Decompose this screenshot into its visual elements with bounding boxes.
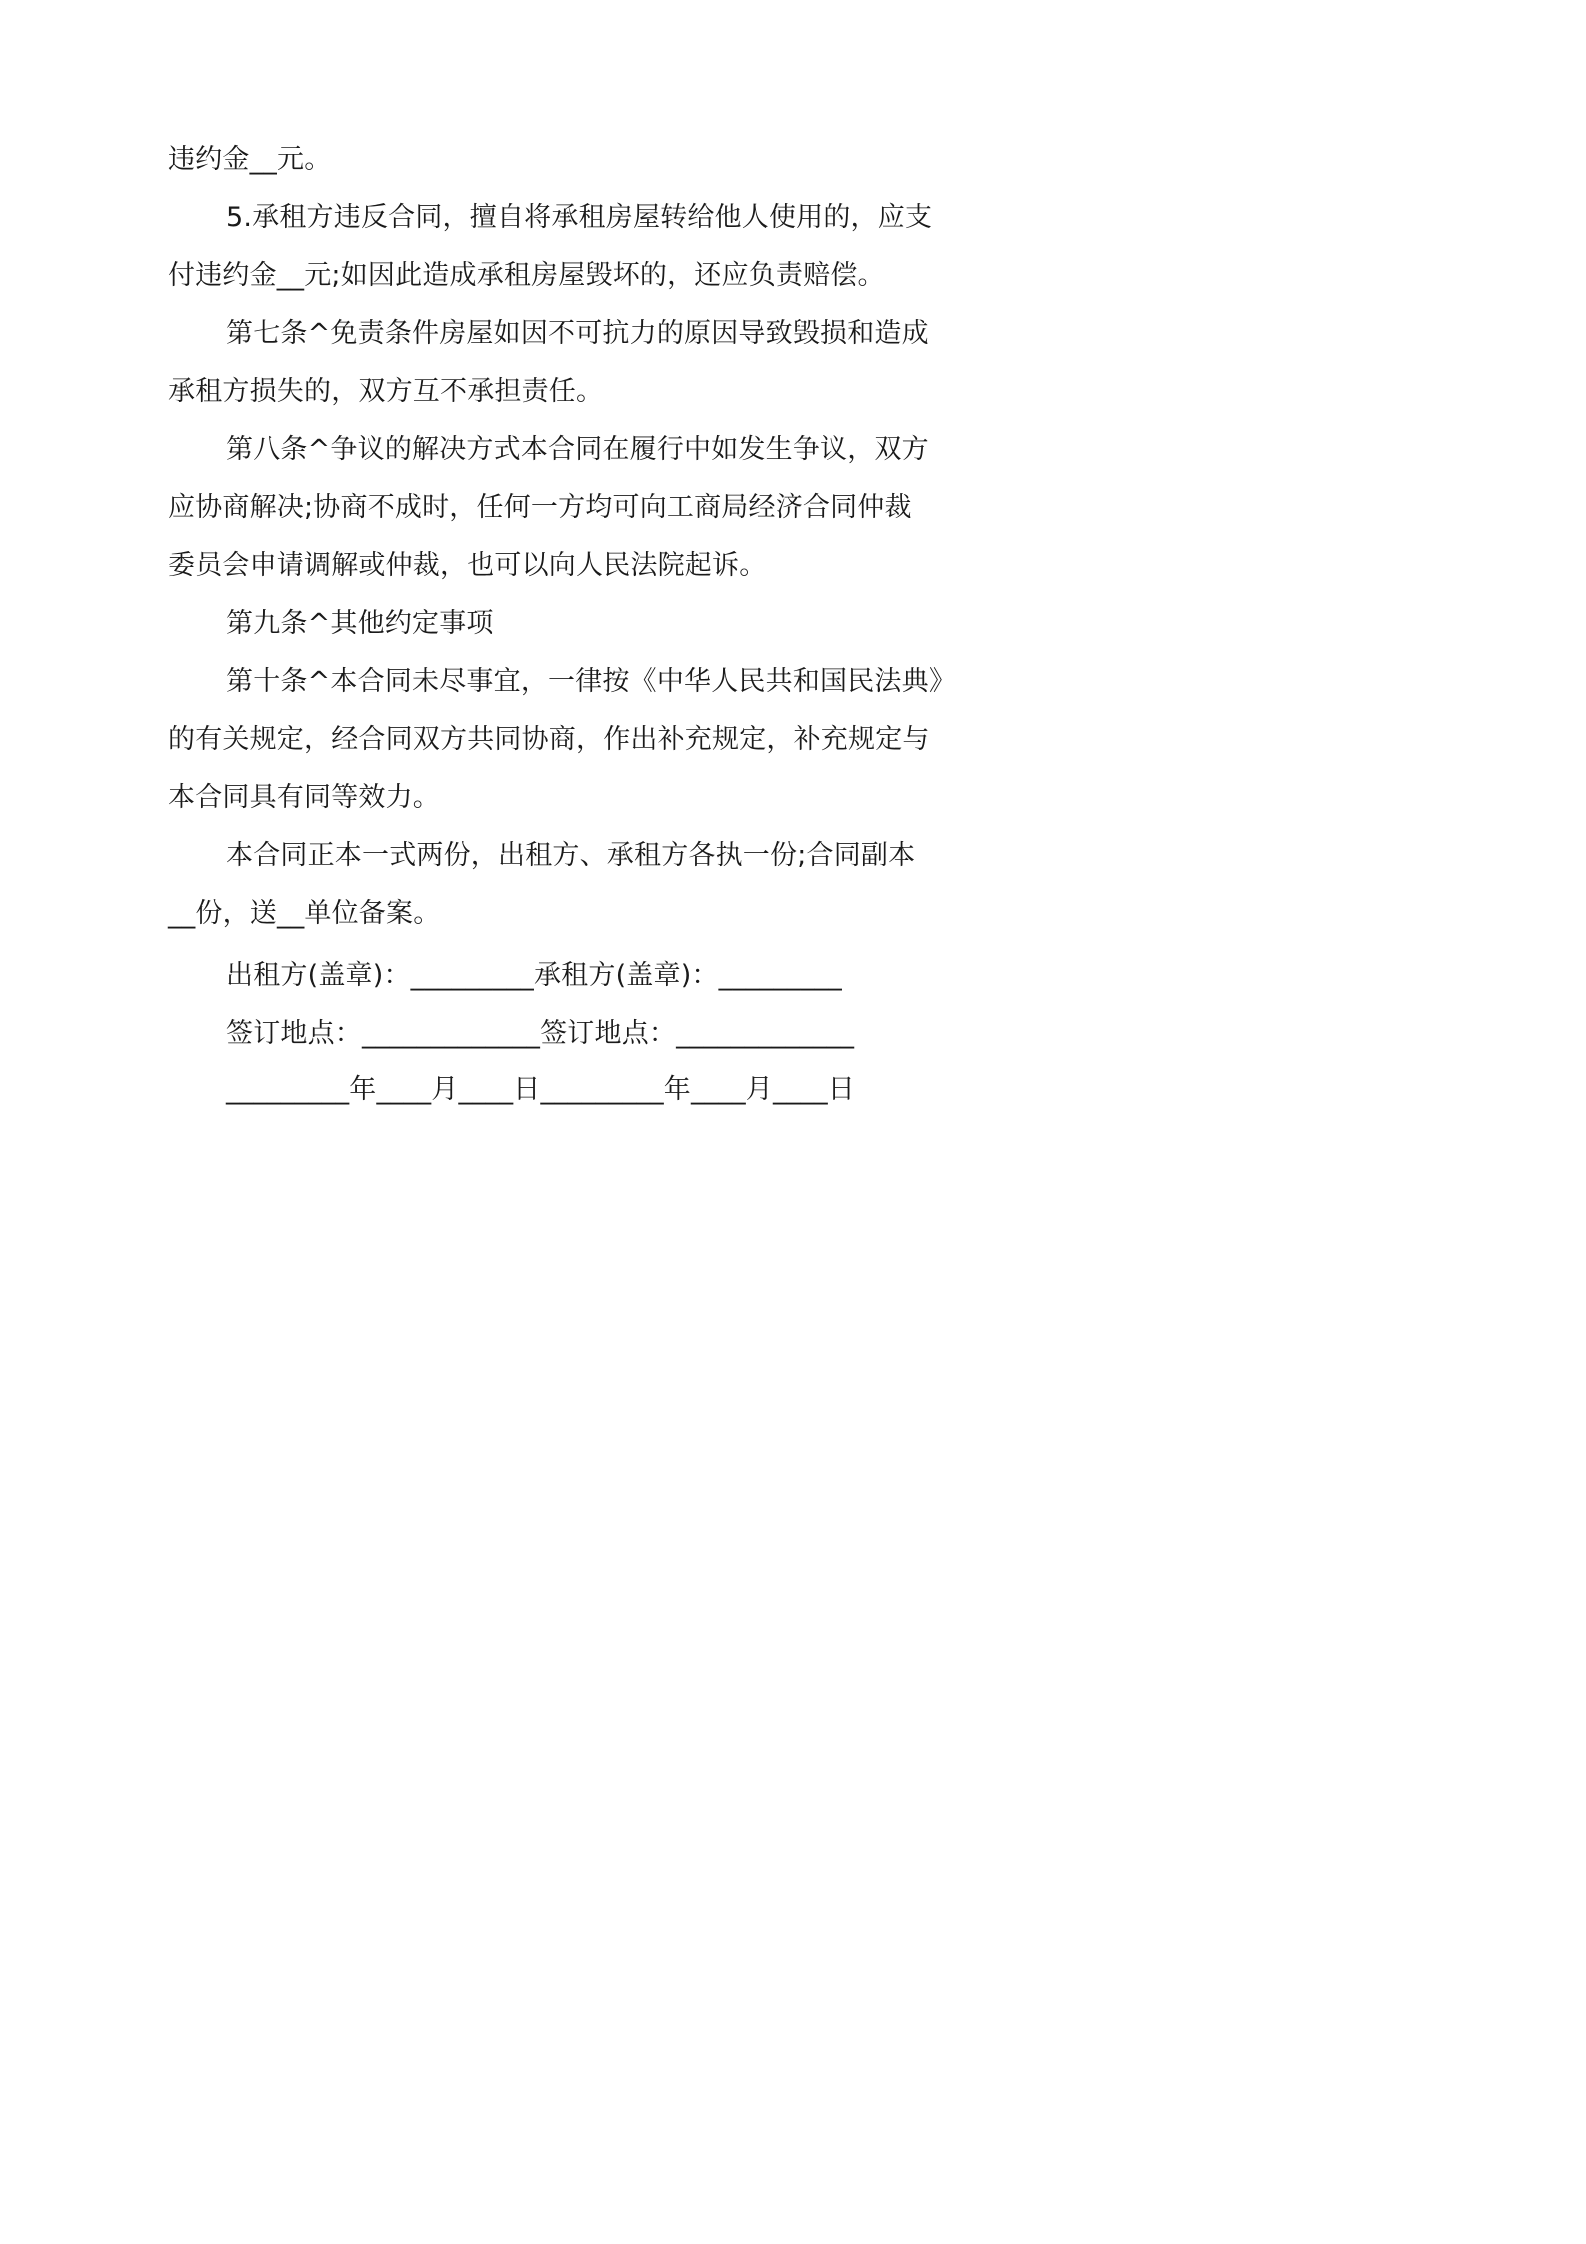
text-line: 委员会申请调解或仲裁，也可以向人民法院起诉。 [168, 550, 767, 581]
text-line: 承租方损失的，双方互不承担责任。 [168, 376, 604, 407]
text-line: 第十条^本合同未尽事宜，一律按《中华人民共和国民法典》 [226, 666, 957, 697]
text-line: 第八条^争议的解决方式本合同在履行中如发生争议，双方 [226, 434, 929, 465]
text-line: 应协商解决;协商不成时，任何一方均可向工商局经济合同仲裁 [168, 492, 912, 523]
text-line: 5.承租方违反合同，擅自将承租房屋转给他人使用的，应支 [226, 202, 933, 233]
text-line: __份，送__单位备案。 [168, 898, 441, 929]
signature-line-place: 签订地点：_____________签订地点：_____________ [226, 1018, 855, 1049]
text-line: 第七条^免责条件房屋如因不可抗力的原因导致毁损和造成 [226, 318, 929, 349]
text-line: 第九条^其他约定事项 [226, 608, 494, 639]
signature-line-date: _________年____月____日_________年____月____日 [226, 1074, 855, 1105]
text-line: 本合同正本一式两份，出租方、承租方各执一份;合同副本 [226, 840, 916, 871]
signature-line-parties: 出租方(盖章)：_________承租方(盖章)：_________ [226, 960, 842, 991]
text-line: 付违约金__元;如因此造成承租房屋毁坏的，还应负责赔偿。 [168, 260, 885, 291]
text-line: 违约金__元。 [168, 144, 332, 175]
text-line: 的有关规定，经合同双方共同协商，作出补充规定，补充规定与 [168, 724, 930, 755]
text-line: 本合同具有同等效力。 [168, 782, 440, 813]
